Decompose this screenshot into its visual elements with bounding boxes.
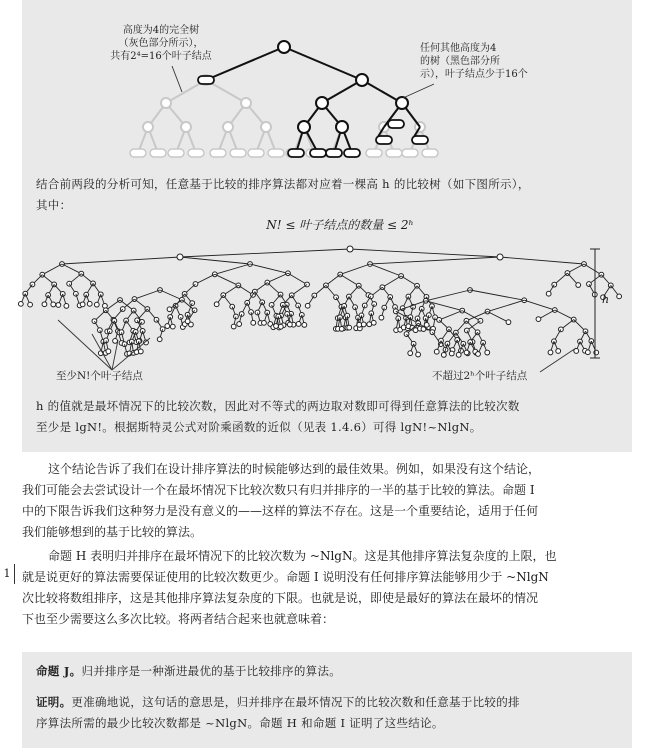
body-paragraph-2: 命题 H 表明归并排序在最坏情况下的比较次数为 ~NlgN。这是其他排序算法复杂度的上限，也 就是说更好的算法需要保证使用的比较次数更少。命题 I 说明没有任何排序算法能够用少于 ~NlgN 次比较将数组排序，这是其他排序算法复杂度的下限。也就是说，即使是最好的算法在最坏的情况 下也至少需要这么多次比较。将两者结合起来也就意味着： — [22, 549, 557, 626]
leaf-node — [344, 149, 360, 157]
tree-node — [379, 315, 384, 320]
tree-edge — [487, 300, 524, 311]
large-comparison-tree — [18, 246, 621, 358]
leaf-node — [366, 149, 382, 157]
tree-node — [396, 97, 408, 109]
tree-node — [214, 302, 219, 307]
tree-node — [278, 41, 290, 53]
tree-node — [192, 308, 197, 313]
tree-node — [449, 351, 454, 356]
tree-node — [298, 121, 310, 133]
tree-edge — [288, 273, 307, 284]
tree-node — [251, 320, 256, 325]
leaf-node — [150, 149, 166, 157]
tree-node — [424, 322, 429, 327]
leaf-node — [248, 149, 264, 157]
tree-node — [287, 322, 292, 327]
tree-node — [51, 302, 56, 307]
leaf-node — [188, 149, 204, 157]
tree-edge — [426, 290, 470, 301]
tree-node — [237, 322, 242, 327]
leaf-node — [386, 149, 402, 157]
tree-node — [441, 353, 446, 358]
leaf-node — [210, 149, 226, 157]
tree-node — [261, 122, 271, 132]
tree-edge — [584, 264, 601, 275]
min-leaves-label: 至少N!个叶子结点 — [56, 370, 143, 382]
tree-node — [170, 324, 175, 329]
tree-edge — [250, 264, 288, 273]
tree-edge — [370, 264, 401, 276]
tree-node — [18, 301, 23, 306]
tree-edge — [470, 290, 524, 300]
inequality-formula: N! ≤ 叶子结点的数量 ≤ 2ʰ — [266, 218, 414, 232]
tree-node — [113, 339, 118, 344]
tree-node — [316, 97, 328, 109]
leaf-node — [130, 149, 146, 157]
tree-edge — [42, 264, 62, 275]
tree-node — [336, 121, 348, 133]
tree-edge — [340, 274, 359, 285]
tree-node — [165, 324, 170, 329]
figure-intro-text: 结合前两段的分析可知，任意基于比较的排序算法都对应着一棵高 h 的比较树（如下图所示）， 其中： — [36, 177, 530, 212]
tree-edge — [466, 312, 487, 321]
tree-node — [464, 350, 469, 355]
proposition-j: 命题 J。归并排序是一种渐进最优的基于比较排序的算法。 — [36, 664, 342, 678]
leaf-node — [376, 136, 392, 144]
tree-edge — [340, 264, 370, 274]
tree-node — [278, 324, 283, 329]
max-leaves-label: 不超过2ʰ个叶子结点 — [432, 370, 528, 382]
tree-node — [296, 322, 301, 327]
pointer-line — [403, 84, 434, 98]
tree-node — [274, 324, 279, 329]
tree-node — [497, 254, 503, 260]
leaf-node — [288, 149, 304, 157]
pointer-line — [172, 66, 182, 92]
leaf-node — [310, 149, 326, 157]
tree-edge — [180, 249, 350, 257]
tree-node — [408, 351, 413, 356]
tree-edge — [382, 276, 401, 287]
tree-edge — [195, 274, 214, 284]
leaf-node — [388, 120, 404, 128]
tree-edge — [284, 47, 362, 80]
tree-node — [106, 349, 111, 354]
tree-node — [143, 122, 153, 132]
tree-node — [64, 304, 69, 309]
tree-edge — [215, 274, 239, 285]
tree-edge — [370, 257, 500, 264]
leaf-node — [230, 149, 246, 157]
margin-page-marker: 1 — [0, 564, 15, 584]
tree-node — [506, 320, 511, 325]
figure-conclusion-text: h 的值就是最坏情况下的比较次数，因此对不等式的两边取对数即可得到任意算法的比较次数 至少是 lgN!。根据斯特灵公式对阶乘函数的近似（见表 1.4.6）可得 lgN!~NlgN。 — [36, 399, 520, 434]
tree-node — [56, 303, 61, 308]
tree-edge — [267, 273, 288, 282]
tree-node — [87, 301, 92, 306]
tree-edge — [134, 290, 160, 299]
tree-edge — [62, 257, 180, 264]
tree-node — [576, 283, 581, 288]
tree-edge — [487, 312, 508, 323]
tree-node — [167, 307, 172, 312]
leaf-node — [198, 76, 214, 84]
tree-node — [185, 319, 190, 324]
tree-node — [339, 326, 344, 331]
tree-node — [347, 325, 352, 330]
tree-node — [546, 291, 551, 296]
leaf-node — [168, 149, 184, 157]
tree-node — [157, 337, 162, 342]
leaf-node — [412, 136, 428, 144]
tree-edge — [555, 310, 574, 320]
tree-edge — [439, 311, 462, 320]
tree-node — [347, 246, 353, 252]
tree-node — [160, 327, 165, 332]
tree-edge — [62, 264, 81, 274]
tree-edge — [350, 249, 500, 257]
body-paragraph-1: 这个结论告诉了我们在设计排序算法的时候能够达到的最佳效果。例如，如果没有这个结论， 我们可能会去尝试设计一个在最坏情况下比较次数只有归并排序的一半的基于比较的算法。命题 I 中的下限告诉我们这种努力是没有意义的——这样的算法不存在。这是一个重要结论，适用于任何 我们能够想到的基于比较的算法。 — [22, 462, 541, 539]
tree-node — [181, 122, 191, 132]
tree-node — [556, 349, 561, 354]
tree-edge — [524, 300, 555, 310]
tree-node — [161, 98, 171, 108]
tree-node — [231, 324, 236, 329]
tree-node — [28, 302, 33, 307]
leaf-node — [268, 149, 284, 157]
tree-node — [361, 322, 366, 327]
tree-node — [80, 302, 85, 307]
tree-node — [190, 301, 195, 306]
tree-edge — [160, 290, 182, 300]
tree-edge — [500, 257, 584, 264]
tree-node — [241, 98, 251, 108]
tree-node — [177, 254, 183, 260]
tree-edge — [180, 257, 250, 264]
tree-node — [536, 317, 541, 322]
tree-node — [416, 352, 421, 357]
tree-node — [548, 350, 553, 355]
height-label: h — [602, 293, 610, 306]
tree-node — [485, 350, 490, 355]
tree-edge — [215, 264, 250, 274]
tree-node — [305, 303, 310, 308]
tree-node — [302, 323, 307, 328]
leaf-node — [422, 149, 438, 157]
tree-node — [42, 302, 47, 307]
other-tree-annotation: 任何其他高度为4 的树（黑色部分所 示），叶子结点少于16个 — [420, 43, 528, 80]
tree-node — [585, 350, 590, 355]
tree-node — [138, 349, 143, 354]
tree-node — [434, 349, 439, 354]
tree-node — [456, 352, 461, 357]
leaf-node — [402, 149, 418, 157]
complete-tree-annotation: 高度为4的完全树 （灰色部分所示）， 共有2⁴=16个叶子结点 — [110, 25, 212, 62]
tree-node — [262, 320, 267, 325]
tree-node — [476, 352, 481, 357]
tree-node — [356, 74, 368, 86]
tree-node — [371, 320, 376, 325]
proof-text: 证明。更准确地说，这句话的意思是，归并排序在最坏情况下的比较次数和任意基于比较的排 序算法所需的最少比较次数都是 ~NlgN。命题 H 和命题 I 证明了这些结论。 — [36, 695, 520, 730]
leaf-node — [326, 149, 342, 157]
tree-node — [94, 302, 99, 307]
tree-node — [617, 294, 622, 299]
tree-node — [223, 122, 233, 132]
